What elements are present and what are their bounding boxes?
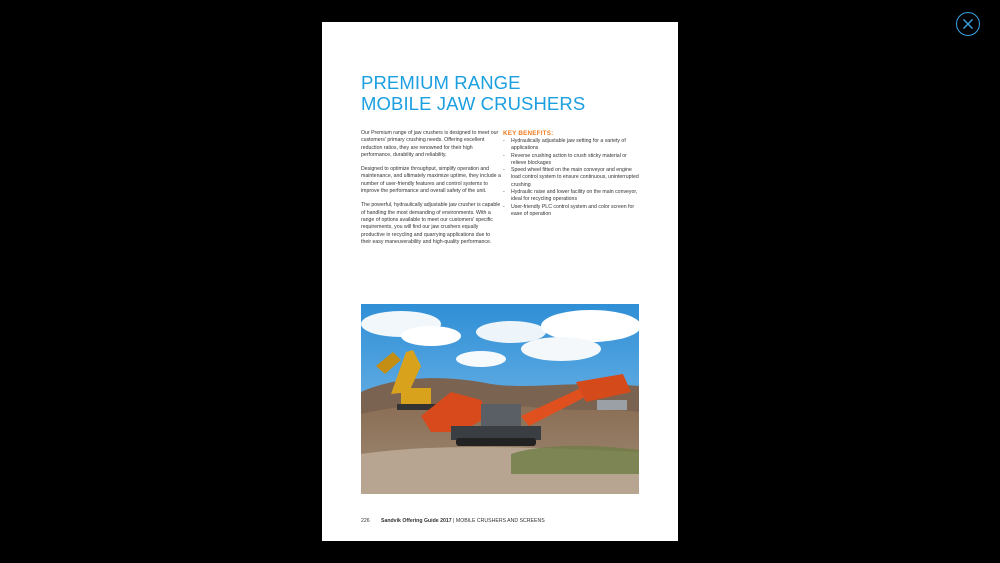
guide-title: Sandvik Offering Guide 2017 [381, 518, 452, 524]
benefit-item: - Speed wheel fitted on the main conveyor and engine load control system to ensure continuous, uninterrupted crushing [503, 167, 643, 189]
benefit-item: - Hydraulically adjustable jaw setting for a variety of applications [503, 138, 643, 153]
benefit-item: - User-friendly PLC control system and color screen for ease of operation [503, 204, 643, 219]
title-line-2: MOBILE JAW CRUSHERS [361, 93, 586, 114]
close-icon [957, 13, 979, 35]
page-number: 226 [361, 518, 370, 524]
intro-paragraph: The powerful, hydraulically adjustable jaw crusher is capable of handling the most demanding of environments. With a range of options available to meet our customers' specific requirements, you will find our jaw crushers equally productive in recycling and quarrying applications due to their easy maneuverability and high-quality performance. [361, 202, 501, 245]
section-name: | MOBILE CRUSHERS AND SCREENS [451, 518, 545, 524]
close-button[interactable] [956, 12, 980, 36]
page-footer [361, 518, 545, 525]
title-line-1: PREMIUM RANGE [361, 72, 521, 93]
intro-paragraph: Designed to optimize throughput, simplify operation and maintenance, and ultimately maximize uptime, they include a number of user-friendly features and control systems to improve the performance and overall safety of the unit. [361, 166, 501, 195]
page-title [361, 72, 661, 114]
intro-paragraph: Our Premium range of jaw crushers is designed to meet our customers' primary crushing needs. Offering excellent reduction ratios, they are renowned for their high performance, durability and reliability. [361, 130, 499, 158]
benefit-item: - Hydraulic raise and lower facility on the main conveyor, ideal for recycling operations [503, 189, 643, 204]
intro-column [361, 130, 501, 253]
mobile-jaw-crusher-photo [361, 304, 639, 494]
key-benefits-heading: KEY BENEFITS: [503, 130, 554, 137]
benefit-item: - Reverse crushing action to crush sticky material or relieve blockages [503, 153, 643, 168]
key-benefits-column [503, 130, 643, 218]
document-page [322, 22, 678, 541]
key-benefits-list [503, 138, 643, 218]
